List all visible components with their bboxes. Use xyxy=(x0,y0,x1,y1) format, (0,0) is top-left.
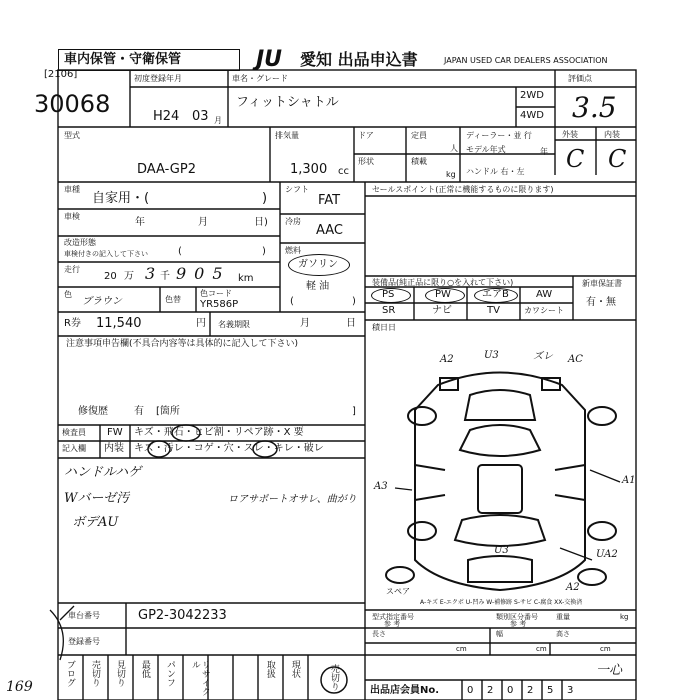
equipment-navi: ナビ xyxy=(432,305,452,316)
chassis-number: GP2-3042233 xyxy=(138,608,227,623)
repair-value: 有 xyxy=(134,406,144,417)
mileage-man-unit: 万 xyxy=(124,271,134,282)
car-name: フィットシャトル xyxy=(236,95,339,110)
member-digit-2: 2 xyxy=(487,685,494,696)
mark-right-side: A1 xyxy=(622,475,636,486)
fuel-value: ガソリン xyxy=(298,259,338,270)
type-label: 車種 xyxy=(64,185,80,194)
width-label: 幅 xyxy=(496,630,503,638)
handwritten-note-4: ロアサポートオサレ、曲がり xyxy=(228,494,357,505)
repair-close: ] xyxy=(352,406,356,417)
equipment-ps: PS xyxy=(382,289,395,300)
storage-label: 車内保管・守衛保管 xyxy=(64,52,182,67)
ac-value: AAC xyxy=(316,223,343,238)
form-title: 愛知 出品申込書 xyxy=(300,50,418,69)
model-cert-label: 型式指定番号 xyxy=(372,613,414,621)
first-reg-label: 初度登録年月 xyxy=(134,74,182,83)
handwritten-note-2: Wバーゼ汚 xyxy=(64,491,130,506)
mileage-thousand: 3 xyxy=(145,264,156,283)
fw-items: キズ・飛石・ヒビ割・リペア跡・X 要 xyxy=(134,427,304,438)
mileage-label: 走行 xyxy=(64,265,80,274)
type-value: 自家用・( xyxy=(92,191,150,206)
mileage-unit: km xyxy=(238,273,254,284)
equipment-pw: PW xyxy=(435,289,451,300)
height-unit: cm xyxy=(600,645,611,653)
check-label-2: 記入欄 xyxy=(62,444,86,453)
mark-rear-right: UA2 xyxy=(596,549,618,560)
name-change-day: 日 xyxy=(346,318,356,329)
name-label: 車名・グレード xyxy=(232,74,288,83)
member-digit-1: 0 xyxy=(467,685,474,696)
width-unit: cm xyxy=(536,645,547,653)
shift-label: シフト xyxy=(285,185,309,194)
footer-col-6: リサイクル xyxy=(189,660,210,696)
fuel-diesel: 軽 油 xyxy=(306,281,330,292)
color-code-value: YR586P xyxy=(200,299,239,310)
mileage-man: 20 xyxy=(104,271,117,282)
exterior-label: 外装 xyxy=(562,130,578,139)
capacity-unit: 人 xyxy=(450,144,458,153)
handwritten-note-1: ハンドルハゲ xyxy=(64,465,142,480)
drive-4wd: 4WD xyxy=(520,110,544,121)
mark-front-shift: ズレ xyxy=(533,351,553,362)
footer-col-4: 最低 xyxy=(139,660,150,678)
member-digit-5: 5 xyxy=(547,685,554,696)
registration-label: 登録番号 xyxy=(68,637,100,646)
inspection-day: 日) xyxy=(254,217,268,228)
category-label: 類別区分番号 xyxy=(496,613,538,621)
category-ref: 参 考 xyxy=(510,620,527,628)
declaration-label: 注意事項申告欄(不具合内容等は具体的に記入して下さい) xyxy=(66,339,299,349)
check-label-1: 検査員 xyxy=(62,428,86,437)
footer-col-3: 見切り xyxy=(114,660,125,687)
change-value: ( xyxy=(178,246,182,257)
member-digit-3: 0 xyxy=(507,685,514,696)
damage-legend: A-キズ E-エクボ U-凹み W-補修跡 S-サビ C-腐食 XX-交換済 xyxy=(420,599,583,606)
equipment-label: 装備品(純正品に限り○を入れて下さい) xyxy=(372,278,514,287)
interior-grade: C xyxy=(608,145,627,173)
length-label: 長さ xyxy=(372,630,386,638)
ac-label: 冷房 xyxy=(285,217,301,226)
displacement-unit: cc xyxy=(338,166,349,177)
area-label: 積日日 xyxy=(372,323,396,332)
side-number: 169 xyxy=(6,679,33,695)
color-label: 色 xyxy=(64,290,72,299)
mark-front-left: A2 xyxy=(440,354,454,365)
mark-rear-bumper: A2 xyxy=(566,582,580,593)
color-value: ブラウン xyxy=(82,296,122,307)
dealer-label: ディーラー・並 行 xyxy=(466,131,532,140)
warranty-value: 有・無 xyxy=(586,297,616,308)
height-label: 高さ xyxy=(556,630,570,638)
first-reg-era: H24 xyxy=(153,109,180,124)
footer-col-2: 売切り xyxy=(89,660,100,687)
cargo-label: 積載 xyxy=(411,157,427,166)
displacement-label: 排気量 xyxy=(275,131,299,140)
footer-col-1: ブログ xyxy=(64,660,75,687)
year-unit: 年 xyxy=(540,147,548,156)
cargo-unit: kg xyxy=(446,170,456,179)
change-label: 改造形態 xyxy=(64,238,96,247)
signature: 一心 xyxy=(596,663,623,678)
interior-check-label: 内装 xyxy=(104,443,124,454)
mark-left-side: A3 xyxy=(374,481,388,492)
first-reg-month: 03 xyxy=(192,109,209,124)
repair-label: 修復歴 xyxy=(78,406,108,417)
exterior-grade: C xyxy=(566,145,585,173)
repair-place: [箇所 xyxy=(156,406,180,417)
recycle-unit: 円 xyxy=(196,318,206,329)
shape-label: 形状 xyxy=(358,157,374,166)
handwritten-note-3: ボデAU xyxy=(72,515,119,530)
ju-logo: JU xyxy=(256,47,283,72)
name-change-label: 名義期限 xyxy=(218,320,250,329)
month-unit: 月 xyxy=(214,116,222,125)
interior-items: キズ・汚レ・コゲ・穴・スレ・キレ・破レ xyxy=(134,443,324,454)
lot-number: 30068 xyxy=(34,90,111,118)
footer-col-5: パンフ xyxy=(164,660,175,687)
mark-front-right: AC xyxy=(568,354,583,365)
inspection-month: 月 xyxy=(198,217,208,228)
equipment-airbag: エアB xyxy=(482,289,509,300)
member-digit-4: 2 xyxy=(527,685,534,696)
fw-label: FW xyxy=(107,427,123,438)
equipment-seat: カワシート xyxy=(524,306,564,315)
model-cert-ref: 参 考 xyxy=(384,620,401,628)
stock-code: [2106] xyxy=(44,69,78,80)
color-change-label: 色替 xyxy=(165,295,181,304)
rating-value: 3.5 xyxy=(572,91,617,124)
fuel-label: 燃料 xyxy=(285,246,301,255)
capacity-label: 定員 xyxy=(411,131,427,140)
interior-label: 内装 xyxy=(604,130,620,139)
color-code-label: 色コード xyxy=(200,289,232,298)
displacement-value: 1,300 xyxy=(290,162,328,177)
recycle-value: 11,540 xyxy=(96,316,142,331)
sales-points-label: セールスポイント(正常に機能するものに限ります) xyxy=(372,185,554,194)
fuel-other-close: ) xyxy=(352,296,356,307)
shift-value: FAT xyxy=(318,193,341,208)
name-change-month: 月 xyxy=(300,318,310,329)
mileage-rest: 905 xyxy=(176,264,231,283)
rating-label: 評価点 xyxy=(568,74,592,83)
footer-col-8: 現状 xyxy=(289,660,300,678)
change-note: 車検付きの記入して下さい xyxy=(64,250,148,258)
change-close: ) xyxy=(262,246,266,257)
fuel-other-open: ( xyxy=(290,296,294,307)
weight-unit: kg xyxy=(620,613,629,621)
footer-col-7: 取扱 xyxy=(264,660,275,678)
model-value: DAA-GP2 xyxy=(137,162,196,177)
chassis-label: 車台番号 xyxy=(68,611,100,620)
spare-label: スペア xyxy=(386,587,410,596)
model-label: 型式 xyxy=(64,131,80,140)
length-unit: cm xyxy=(456,645,467,653)
door-label: ドア xyxy=(358,131,374,140)
footer-col-9: 売切り xyxy=(328,664,339,691)
equipment-aw: AW xyxy=(536,289,553,300)
mileage-thousand-unit: 千 xyxy=(160,271,170,282)
handle-label: ハンドル 右・左 xyxy=(466,167,525,176)
warranty-label: 新車保証書 xyxy=(582,279,622,288)
inspection-label: 車検 xyxy=(64,212,80,221)
submit-label: 出品店会員No. xyxy=(370,685,440,696)
mark-rear-center: U3 xyxy=(494,545,509,556)
drive-2wd: 2WD xyxy=(520,90,544,101)
mark-front-center: U3 xyxy=(484,350,499,361)
model-year-label: モデル年式 xyxy=(466,145,506,154)
weight-label: 重量 xyxy=(556,613,570,621)
recycle-label: R券 xyxy=(64,318,81,329)
inspection-year: 年 xyxy=(135,217,145,228)
association-name: JAPAN USED CAR DEALERS ASSOCIATION xyxy=(444,56,608,65)
member-digit-6: 3 xyxy=(567,685,574,696)
equipment-tv: TV xyxy=(487,305,500,316)
type-close: ) xyxy=(262,191,268,206)
equipment-sr: SR xyxy=(382,305,396,316)
car-damage-diagram xyxy=(386,373,616,591)
